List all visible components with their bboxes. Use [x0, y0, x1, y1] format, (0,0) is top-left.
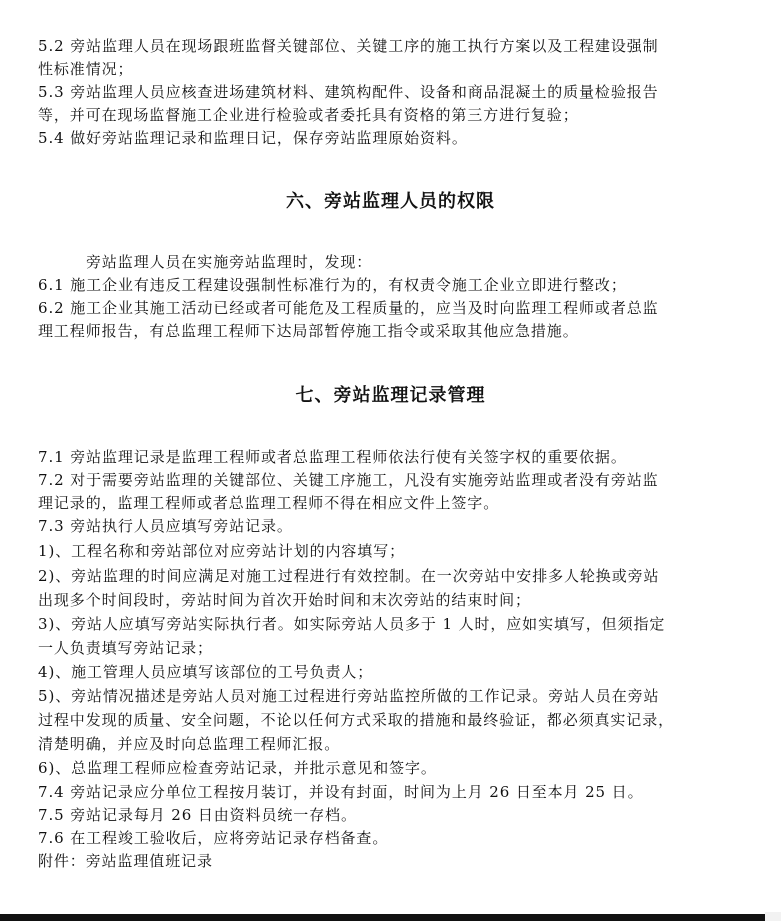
paragraph-7-4: 7.4 旁站记录应分单位工程按月装订，并设有封面，时间为上月 26 日至本月 25 日。 [38, 783, 644, 801]
paragraph-7-2-line-2: 理记录的，监理工程师或者总监理工程师不得在相应文件上签字。 [38, 494, 500, 512]
list-item-4: 4)、施工管理人员应填写该部位的工号负责人； [38, 663, 374, 681]
list-item-2-line-2: 出现多个时间段时，旁站时间为首次开始时间和末次旁站的结束时间； [38, 591, 531, 609]
paragraph-6-2-line-2: 理工程师报告，有总监理工程师下达局部暂停施工指令或采取其他应急措施。 [38, 322, 579, 340]
page-corner-edge [765, 912, 781, 921]
paragraph-6-1: 6.1 施工企业有违反工程建设强制性标准行为的，有权责令施工企业立即进行整改； [38, 276, 627, 294]
section-heading-6: 六、旁站监理人员的权限 [286, 191, 495, 212]
list-item-1: 1)、工程名称和旁站部位对应旁站计划的内容填写； [38, 542, 405, 560]
paragraph-5-3-line-2: 等，并可在现场监督施工企业进行检验或者委托具有资格的第三方进行复验； [38, 106, 579, 124]
list-item-5-line-3: 清楚明确，并应及时向总监理工程师汇报。 [38, 735, 341, 753]
paragraph-6-intro: 旁站监理人员在实施旁站监理时，发现： [86, 253, 373, 271]
list-item-5-line-2: 过程中发现的质量、安全问题，不论以任何方式采取的措施和最终验证，都必须真实记录， [38, 711, 675, 729]
paragraph-7-2-line-1: 7.2 对于需要旁站监理的关键部位、关键工序施工，凡没有实施旁站监理或者没有旁站监 [38, 471, 659, 489]
paragraph-5-4: 5.4 做好旁站监理记录和监理日记，保存旁站监理原始资料。 [38, 129, 468, 147]
list-item-2-line-1: 2)、旁站监理的时间应满足对施工过程进行有效控制。在一次旁站中安排多人轮换或旁站 [38, 567, 660, 585]
paragraph-7-5: 7.5 旁站记录每月 26 日由资料员统一存档。 [38, 806, 357, 824]
list-item-3-line-2: 一人负责填写旁站记录； [38, 639, 213, 657]
paragraph-5-3-line-1: 5.3 旁站监理人员应核查进场建筑材料、建筑构配件、设备和商品混凝土的质量检验报告 [38, 83, 659, 101]
paragraph-6-2-line-1: 6.2 施工企业其施工活动已经或者可能危及工程质量的，应当及时向监理工程师或者总监 [38, 299, 659, 317]
list-item-3-line-1: 3)、旁站人应填写旁站实际执行者。如实际旁站人员多于 1 人时，应如实填写，但须指定 [38, 615, 666, 633]
list-item-6: 6)、总监理工程师应检查旁站记录，并批示意见和签字。 [38, 759, 437, 777]
paragraph-7-6: 7.6 在工程竣工验收后，应将旁站记录存档备查。 [38, 829, 389, 847]
page-bottom-border [0, 914, 781, 921]
paragraph-7-1: 7.1 旁站监理记录是监理工程师或者总监理工程师依法行使有关签字权的重要依据。 [38, 448, 627, 466]
paragraph-5-2-line-2: 性标准情况； [38, 60, 134, 78]
attachment-note: 附件：旁站监理值班记录 [38, 852, 213, 870]
paragraph-7-3: 7.3 旁站执行人员应填写旁站记录。 [38, 517, 293, 535]
paragraph-5-2-line-1: 5.2 旁站监理人员在现场跟班监督关键部位、关键工序的施工执行方案以及工程建设强制 [38, 37, 659, 55]
section-heading-7: 七、旁站监理记录管理 [295, 385, 486, 406]
list-item-5-line-1: 5)、旁站情况描述是旁站人员对施工过程进行旁站监控所做的工作记录。旁站人员在旁站 [38, 687, 660, 705]
